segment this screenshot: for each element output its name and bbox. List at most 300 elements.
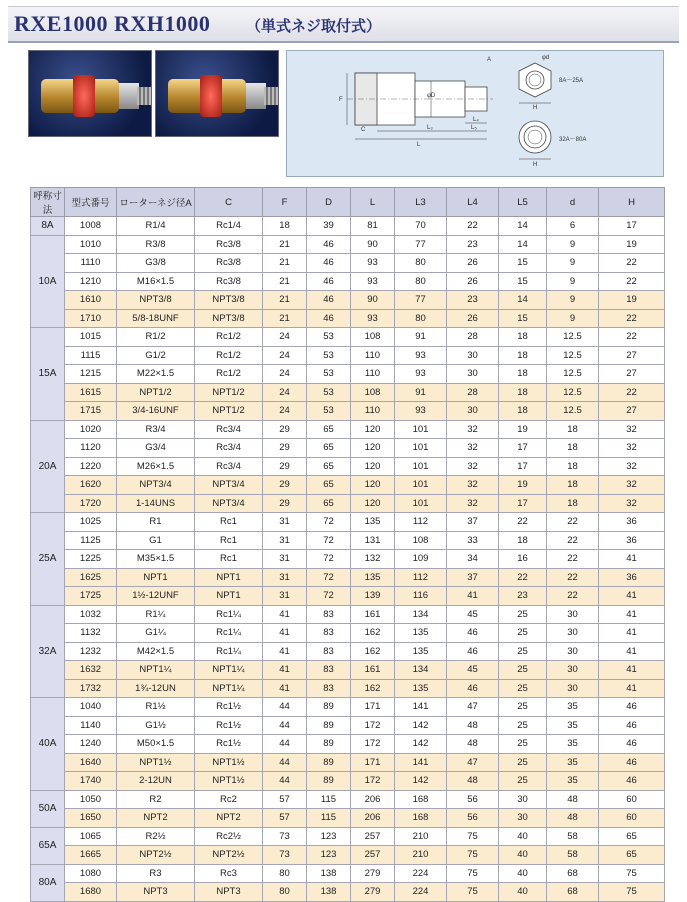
- cell-model: 1115: [65, 346, 117, 365]
- column-header: L4: [447, 188, 499, 217]
- dimension-drawing: [287, 51, 663, 176]
- cell-model: 1725: [65, 587, 117, 606]
- cell-c: Rc1½: [195, 698, 263, 717]
- cell-l: 120: [351, 494, 395, 513]
- cell-l: 279: [351, 864, 395, 883]
- cell-f: 73: [263, 846, 307, 865]
- cell-f: 57: [263, 809, 307, 828]
- cell-l4: 30: [447, 402, 499, 421]
- cell-d: 65: [307, 420, 351, 439]
- column-header: 呼称寸法: [31, 188, 65, 217]
- cell-l: 131: [351, 531, 395, 550]
- cell-a: G1¼: [117, 624, 195, 643]
- cell-model: 1632: [65, 661, 117, 680]
- cell-l5: 25: [499, 605, 547, 624]
- cell-model: 1715: [65, 402, 117, 421]
- size-cell: 65A: [31, 827, 65, 864]
- cell-dd: 22: [547, 550, 599, 569]
- cell-c: Rc1¼: [195, 624, 263, 643]
- cell-l3: 108: [395, 531, 447, 550]
- cell-f: 31: [263, 587, 307, 606]
- cell-c: Rc3/4: [195, 420, 263, 439]
- cell-f: 21: [263, 309, 307, 328]
- cell-h: 32: [599, 476, 665, 495]
- cell-f: 24: [263, 365, 307, 384]
- cell-l3: 112: [395, 513, 447, 532]
- table-row: [31, 661, 665, 680]
- cell-l4: 28: [447, 383, 499, 402]
- cell-l4: 23: [447, 291, 499, 310]
- cell-l: 161: [351, 661, 395, 680]
- cell-d: 138: [307, 883, 351, 902]
- cell-l3: 134: [395, 605, 447, 624]
- diagram-label-c: C: [361, 127, 366, 133]
- table-row: [31, 402, 665, 421]
- cell-a: G1: [117, 531, 195, 550]
- cell-h: 46: [599, 735, 665, 754]
- cell-c: Rc3/4: [195, 457, 263, 476]
- cell-c: NPT1¼: [195, 679, 263, 698]
- cell-model: 1010: [65, 235, 117, 254]
- cell-model: 1615: [65, 383, 117, 402]
- diagram-label-phiD: φD: [427, 93, 436, 99]
- cell-l3: 141: [395, 753, 447, 772]
- cell-c: Rc2½: [195, 827, 263, 846]
- table-row: [31, 309, 665, 328]
- cell-c: NPT3: [195, 883, 263, 902]
- cell-c: NPT3/8: [195, 309, 263, 328]
- table-row: [31, 328, 665, 347]
- diagram-range-2: 32A～80A: [559, 137, 587, 143]
- cell-dd: 58: [547, 846, 599, 865]
- cell-l: 132: [351, 550, 395, 569]
- cell-c: Rc1/4: [195, 217, 263, 236]
- cell-h: 75: [599, 883, 665, 902]
- cell-h: 22: [599, 309, 665, 328]
- cell-l: 120: [351, 439, 395, 458]
- cell-h: 60: [599, 809, 665, 828]
- cell-l4: 28: [447, 328, 499, 347]
- cell-f: 44: [263, 753, 307, 772]
- cell-model: 1720: [65, 494, 117, 513]
- size-cell: 50A: [31, 790, 65, 827]
- cell-l: 110: [351, 365, 395, 384]
- cell-a: R2½: [117, 827, 195, 846]
- column-header: L5: [499, 188, 547, 217]
- cell-l3: 142: [395, 735, 447, 754]
- cell-d: 53: [307, 346, 351, 365]
- cell-f: 21: [263, 235, 307, 254]
- cell-dd: 35: [547, 716, 599, 735]
- cell-dd: 22: [547, 587, 599, 606]
- cell-f: 80: [263, 864, 307, 883]
- cell-l5: 14: [499, 217, 547, 236]
- cell-l3: 91: [395, 328, 447, 347]
- cell-c: Rc1½: [195, 735, 263, 754]
- cell-d: 123: [307, 827, 351, 846]
- cell-dd: 68: [547, 883, 599, 902]
- cell-f: 29: [263, 457, 307, 476]
- cell-h: 41: [599, 605, 665, 624]
- cell-l5: 30: [499, 809, 547, 828]
- diagram-label-h2: H: [533, 162, 538, 168]
- cell-d: 72: [307, 513, 351, 532]
- cell-model: 1140: [65, 716, 117, 735]
- cell-h: 32: [599, 420, 665, 439]
- cell-l4: 26: [447, 309, 499, 328]
- cell-d: 89: [307, 753, 351, 772]
- cell-l: 257: [351, 827, 395, 846]
- cell-dd: 12.5: [547, 402, 599, 421]
- cell-f: 41: [263, 642, 307, 661]
- cell-c: Rc1: [195, 513, 263, 532]
- cell-a: G1/2: [117, 346, 195, 365]
- cell-l4: 75: [447, 883, 499, 902]
- cell-dd: 22: [547, 531, 599, 550]
- cell-a: NPT3: [117, 883, 195, 902]
- cell-f: 41: [263, 605, 307, 624]
- cell-l: 108: [351, 383, 395, 402]
- cell-l3: 101: [395, 420, 447, 439]
- table-row: [31, 365, 665, 384]
- cell-c: NPT1: [195, 568, 263, 587]
- cell-a: NPT2: [117, 809, 195, 828]
- cell-l4: 34: [447, 550, 499, 569]
- cell-l: 110: [351, 402, 395, 421]
- cell-d: 72: [307, 531, 351, 550]
- cell-d: 72: [307, 550, 351, 569]
- cell-dd: 9: [547, 291, 599, 310]
- table-row: [31, 513, 665, 532]
- cell-model: 1110: [65, 254, 117, 273]
- cell-l: 93: [351, 309, 395, 328]
- cell-dd: 12.5: [547, 346, 599, 365]
- cell-l4: 37: [447, 513, 499, 532]
- cell-h: 41: [599, 550, 665, 569]
- cell-d: 65: [307, 494, 351, 513]
- table-row: [31, 698, 665, 717]
- cell-l4: 30: [447, 365, 499, 384]
- cell-model: 1220: [65, 457, 117, 476]
- cell-f: 44: [263, 698, 307, 717]
- cell-d: 46: [307, 254, 351, 273]
- cell-model: 1232: [65, 642, 117, 661]
- cell-f: 73: [263, 827, 307, 846]
- cell-d: 83: [307, 624, 351, 643]
- cell-l: 120: [351, 457, 395, 476]
- table-row: [31, 624, 665, 643]
- cell-model: 1740: [65, 772, 117, 791]
- table-row: [31, 605, 665, 624]
- cell-model: 1732: [65, 679, 117, 698]
- cell-dd: 30: [547, 624, 599, 643]
- cell-l4: 41: [447, 587, 499, 606]
- cell-a: 1-14UNS: [117, 494, 195, 513]
- column-header: 型式番号: [65, 188, 117, 217]
- table-row: [31, 531, 665, 550]
- cell-dd: 9: [547, 272, 599, 291]
- cell-l4: 56: [447, 790, 499, 809]
- cell-l3: 93: [395, 402, 447, 421]
- cell-l3: 91: [395, 383, 447, 402]
- cell-dd: 35: [547, 753, 599, 772]
- cell-l3: 135: [395, 642, 447, 661]
- cell-l4: 48: [447, 772, 499, 791]
- cell-model: 1215: [65, 365, 117, 384]
- cell-l4: 30: [447, 346, 499, 365]
- cell-l3: 77: [395, 235, 447, 254]
- table-row: [31, 420, 665, 439]
- product-photo-rxe: [28, 50, 152, 137]
- cell-l5: 25: [499, 716, 547, 735]
- page-title: RXE1000 RXH1000: [14, 11, 211, 36]
- cell-h: 27: [599, 365, 665, 384]
- cell-h: 41: [599, 642, 665, 661]
- table-row: [31, 846, 665, 865]
- cell-a: M42×1.5: [117, 642, 195, 661]
- cell-c: NPT2: [195, 809, 263, 828]
- cell-l5: 25: [499, 735, 547, 754]
- table-row: [31, 883, 665, 902]
- cell-a: R1/2: [117, 328, 195, 347]
- cell-l: 162: [351, 624, 395, 643]
- cell-l4: 46: [447, 624, 499, 643]
- cell-f: 44: [263, 772, 307, 791]
- cell-h: 32: [599, 439, 665, 458]
- cell-l: 206: [351, 790, 395, 809]
- cell-h: 65: [599, 827, 665, 846]
- cell-dd: 6: [547, 217, 599, 236]
- cell-h: 22: [599, 383, 665, 402]
- cell-f: 31: [263, 550, 307, 569]
- cell-l5: 22: [499, 568, 547, 587]
- cell-l3: 80: [395, 272, 447, 291]
- cell-d: 123: [307, 846, 351, 865]
- cell-model: 1665: [65, 846, 117, 865]
- cell-a: M50×1.5: [117, 735, 195, 754]
- column-header: C: [195, 188, 263, 217]
- cell-l4: 37: [447, 568, 499, 587]
- cell-a: NPT1/2: [117, 383, 195, 402]
- cell-f: 24: [263, 402, 307, 421]
- cell-dd: 18: [547, 439, 599, 458]
- cell-l: 120: [351, 476, 395, 495]
- size-cell: 10A: [31, 235, 65, 328]
- cell-dd: 30: [547, 661, 599, 680]
- cell-model: 1225: [65, 550, 117, 569]
- cell-a: 3/4-16UNF: [117, 402, 195, 421]
- cell-l3: 80: [395, 254, 447, 273]
- cell-a: M16×1.5: [117, 272, 195, 291]
- cell-l5: 18: [499, 531, 547, 550]
- cell-a: 2-12UN: [117, 772, 195, 791]
- cell-l: 171: [351, 698, 395, 717]
- cell-h: 27: [599, 346, 665, 365]
- cell-l5: 15: [499, 272, 547, 291]
- cell-a: G1½: [117, 716, 195, 735]
- cell-dd: 35: [547, 772, 599, 791]
- cell-l: 108: [351, 328, 395, 347]
- cell-model: 1025: [65, 513, 117, 532]
- diagram-range-1: 8A～25A: [559, 78, 584, 84]
- cell-f: 24: [263, 383, 307, 402]
- cell-c: NPT1½: [195, 753, 263, 772]
- cell-dd: 18: [547, 457, 599, 476]
- cell-d: 65: [307, 457, 351, 476]
- cell-f: 31: [263, 568, 307, 587]
- dimension-diagram: [286, 50, 664, 177]
- cell-c: NPT3/8: [195, 291, 263, 310]
- cell-h: 46: [599, 753, 665, 772]
- cell-l: 135: [351, 513, 395, 532]
- cell-l: 172: [351, 735, 395, 754]
- cell-c: Rc1/2: [195, 346, 263, 365]
- cell-d: 53: [307, 365, 351, 384]
- table-row: [31, 642, 665, 661]
- cell-d: 72: [307, 587, 351, 606]
- column-header: L: [351, 188, 395, 217]
- size-cell: 8A: [31, 217, 65, 236]
- cell-a: R2: [117, 790, 195, 809]
- cell-dd: 30: [547, 679, 599, 698]
- cell-d: 53: [307, 383, 351, 402]
- cell-l3: 142: [395, 772, 447, 791]
- size-cell: 15A: [31, 328, 65, 421]
- table-header-row: [31, 188, 665, 217]
- cell-l3: 135: [395, 624, 447, 643]
- cell-a: NPT2½: [117, 846, 195, 865]
- cell-l3: 101: [395, 476, 447, 495]
- cell-f: 29: [263, 439, 307, 458]
- cell-c: Rc1/2: [195, 328, 263, 347]
- cell-h: 46: [599, 716, 665, 735]
- diagram-label-h1: H: [533, 105, 538, 111]
- cell-c: Rc1: [195, 531, 263, 550]
- cell-model: 1120: [65, 439, 117, 458]
- cell-model: 1125: [65, 531, 117, 550]
- cell-a: 1½-12UNF: [117, 587, 195, 606]
- table-row: [31, 383, 665, 402]
- cell-l5: 25: [499, 772, 547, 791]
- cell-model: 1020: [65, 420, 117, 439]
- diagram-label-f: F: [339, 97, 343, 103]
- cell-f: 18: [263, 217, 307, 236]
- cell-l3: 224: [395, 883, 447, 902]
- cell-dd: 30: [547, 605, 599, 624]
- cell-h: 75: [599, 864, 665, 883]
- cell-l3: 210: [395, 846, 447, 865]
- cell-a: R1: [117, 513, 195, 532]
- cell-d: 72: [307, 568, 351, 587]
- cell-d: 39: [307, 217, 351, 236]
- cell-model: 1610: [65, 291, 117, 310]
- cell-l4: 75: [447, 827, 499, 846]
- cell-dd: 9: [547, 254, 599, 273]
- cell-model: 1132: [65, 624, 117, 643]
- spec-table: [30, 187, 665, 902]
- cell-f: 24: [263, 328, 307, 347]
- cell-l: 110: [351, 346, 395, 365]
- cell-a: R1¼: [117, 605, 195, 624]
- cell-model: 1065: [65, 827, 117, 846]
- column-header: d: [547, 188, 599, 217]
- cell-l3: 70: [395, 217, 447, 236]
- cell-c: NPT1½: [195, 772, 263, 791]
- cell-d: 83: [307, 605, 351, 624]
- cell-l5: 40: [499, 864, 547, 883]
- cell-h: 22: [599, 272, 665, 291]
- diagram-label-l5: L₅: [471, 125, 477, 131]
- cell-c: NPT2½: [195, 846, 263, 865]
- cell-dd: 22: [547, 513, 599, 532]
- cell-model: 1032: [65, 605, 117, 624]
- cell-h: 32: [599, 494, 665, 513]
- table-row: [31, 254, 665, 273]
- cell-d: 83: [307, 679, 351, 698]
- cell-a: NPT3/8: [117, 291, 195, 310]
- cell-f: 41: [263, 661, 307, 680]
- cell-model: 1015: [65, 328, 117, 347]
- cell-l: 257: [351, 846, 395, 865]
- cell-l5: 40: [499, 883, 547, 902]
- cell-l5: 25: [499, 624, 547, 643]
- cell-c: NPT1/2: [195, 402, 263, 421]
- cell-l5: 18: [499, 365, 547, 384]
- diagram-label-l4: L₄: [473, 117, 479, 123]
- cell-l: 81: [351, 217, 395, 236]
- cell-l3: 142: [395, 716, 447, 735]
- cell-d: 46: [307, 309, 351, 328]
- column-header: D: [307, 188, 351, 217]
- cell-l3: 112: [395, 568, 447, 587]
- diagram-label-l: L: [417, 142, 421, 148]
- cell-l4: 56: [447, 809, 499, 828]
- table-row: [31, 439, 665, 458]
- table-row: [31, 827, 665, 846]
- cell-h: 41: [599, 661, 665, 680]
- cell-h: 41: [599, 587, 665, 606]
- cell-h: 32: [599, 457, 665, 476]
- cell-d: 115: [307, 790, 351, 809]
- cell-c: NPT1/2: [195, 383, 263, 402]
- cell-l5: 14: [499, 235, 547, 254]
- cell-dd: 12.5: [547, 328, 599, 347]
- cell-l4: 32: [447, 457, 499, 476]
- cell-c: Rc1/2: [195, 365, 263, 384]
- cell-l: 172: [351, 772, 395, 791]
- cell-l: 135: [351, 568, 395, 587]
- cell-l: 171: [351, 753, 395, 772]
- table-row: [31, 568, 665, 587]
- cell-l5: 23: [499, 587, 547, 606]
- table-row: [31, 864, 665, 883]
- cell-model: 1040: [65, 698, 117, 717]
- cell-dd: 18: [547, 420, 599, 439]
- size-cell: 32A: [31, 605, 65, 698]
- cell-d: 89: [307, 735, 351, 754]
- cell-l5: 25: [499, 679, 547, 698]
- cell-l: 90: [351, 291, 395, 310]
- cell-h: 17: [599, 217, 665, 236]
- cell-l4: 47: [447, 698, 499, 717]
- cell-d: 89: [307, 698, 351, 717]
- cell-l4: 46: [447, 642, 499, 661]
- cell-model: 1710: [65, 309, 117, 328]
- table-row: [31, 735, 665, 754]
- table-body: [31, 217, 665, 902]
- cell-h: 36: [599, 531, 665, 550]
- cell-l3: 168: [395, 790, 447, 809]
